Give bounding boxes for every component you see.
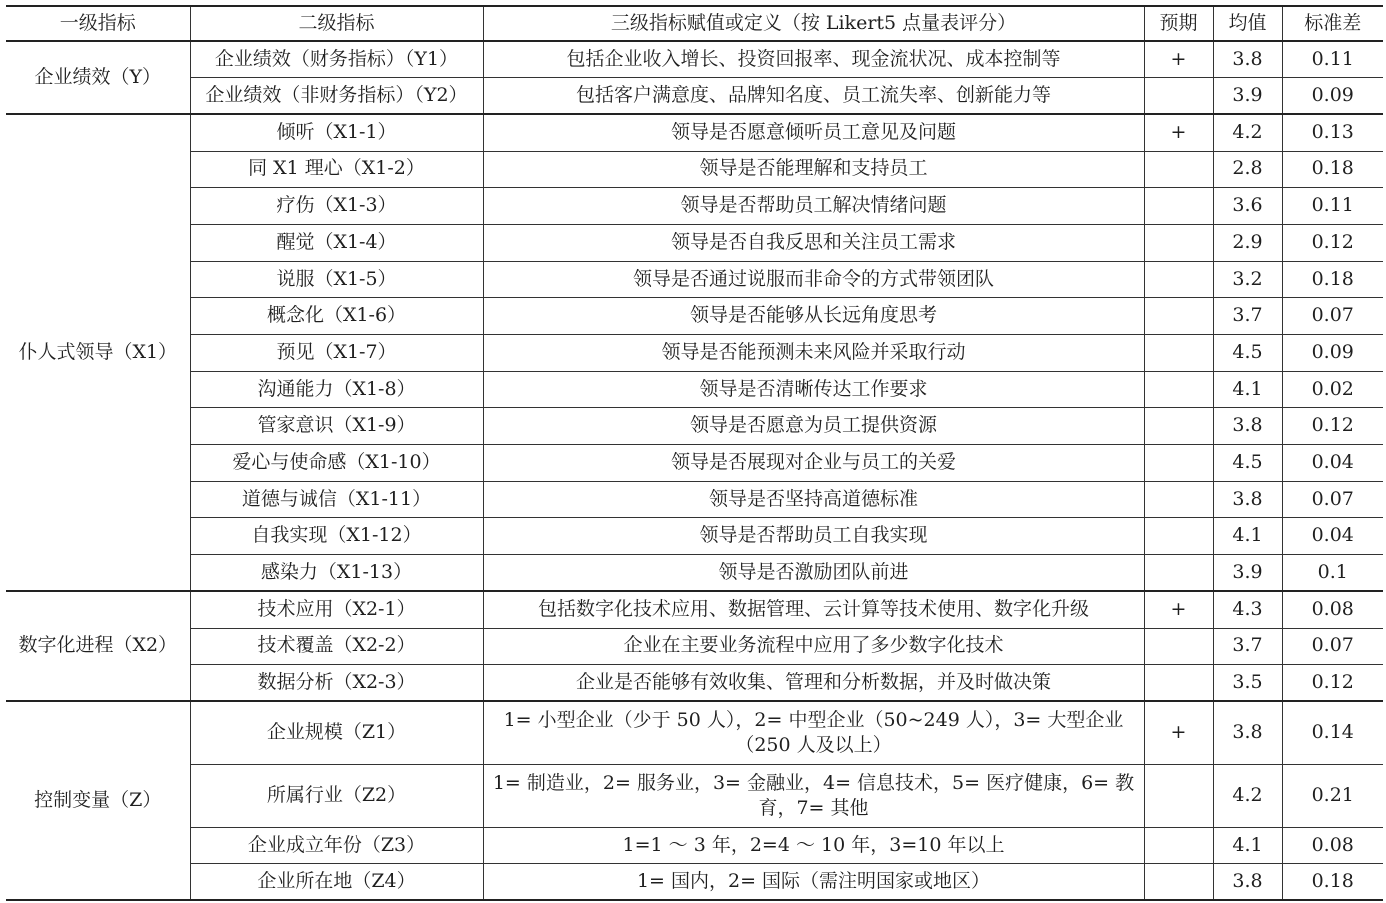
expect-cell: +: [1144, 41, 1213, 78]
table-row: [6, 827, 1383, 864]
header-mean: 均值: [1213, 6, 1282, 41]
table-row: [6, 628, 1383, 665]
expect-cell: [1144, 78, 1213, 115]
sd-cell: 0.07: [1282, 481, 1383, 518]
mean-cell: 3.7: [1213, 628, 1282, 665]
table-row: [6, 701, 1383, 764]
mean-cell: 2.9: [1213, 224, 1282, 261]
definition-cell: 领导是否能够从长远角度思考: [483, 298, 1144, 335]
group-label: 控制变量（Z）: [6, 701, 190, 900]
sd-cell: 0.13: [1282, 114, 1383, 151]
mean-cell: 4.3: [1213, 591, 1282, 628]
indicator-cell: 概念化（X1-6）: [190, 298, 483, 335]
definition-cell: 1= 小型企业（少于 50 人），2= 中型企业（50~249 人），3= 大型企业（250 人及以上）: [483, 701, 1144, 764]
indicator-table: [6, 5, 1383, 901]
expect-cell: [1144, 481, 1213, 518]
definition-cell: 企业在主要业务流程中应用了多少数字化技术: [483, 628, 1144, 665]
mean-cell: 4.1: [1213, 827, 1282, 864]
mean-cell: 3.7: [1213, 298, 1282, 335]
table-row: [6, 41, 1383, 78]
group-label: 仆人式领导（X1）: [6, 114, 190, 591]
table-row: [6, 445, 1383, 482]
table-row: [6, 764, 1383, 827]
indicator-cell: 管家意识（X1-9）: [190, 408, 483, 445]
definition-cell: 领导是否愿意为员工提供资源: [483, 408, 1144, 445]
sd-cell: 0.14: [1282, 701, 1383, 764]
sd-cell: 0.04: [1282, 445, 1383, 482]
indicator-cell: 说服（X1-5）: [190, 261, 483, 298]
definition-cell: 领导是否能理解和支持员工: [483, 151, 1144, 188]
sd-cell: 0.08: [1282, 827, 1383, 864]
expect-cell: +: [1144, 701, 1213, 764]
table-row: [6, 151, 1383, 188]
header-level2: 二级指标: [190, 6, 483, 41]
indicator-cell: 疗伤（X1-3）: [190, 188, 483, 225]
indicator-cell: 企业规模（Z1）: [190, 701, 483, 764]
definition-cell: 1= 国内，2= 国际（需注明国家或地区）: [483, 864, 1144, 901]
table-row: [6, 114, 1383, 151]
expect-cell: [1144, 151, 1213, 188]
sd-cell: 0.09: [1282, 335, 1383, 372]
table-row: [6, 261, 1383, 298]
sd-cell: 0.02: [1282, 371, 1383, 408]
definition-cell: 领导是否展现对企业与员工的关爱: [483, 445, 1144, 482]
table-row: [6, 371, 1383, 408]
expect-cell: +: [1144, 591, 1213, 628]
sd-cell: 0.11: [1282, 41, 1383, 78]
mean-cell: 3.8: [1213, 481, 1282, 518]
indicator-cell: 爱心与使命感（X1-10）: [190, 445, 483, 482]
indicator-cell: 醒觉（X1-4）: [190, 224, 483, 261]
table-row: [6, 188, 1383, 225]
sd-cell: 0.12: [1282, 224, 1383, 261]
header-expect: 预期: [1144, 6, 1213, 41]
table-row: [6, 298, 1383, 335]
mean-cell: 3.8: [1213, 701, 1282, 764]
sd-cell: 0.18: [1282, 151, 1383, 188]
expect-cell: [1144, 298, 1213, 335]
definition-cell: 包括客户满意度、品牌知名度、员工流失率、创新能力等: [483, 78, 1144, 115]
expect-cell: [1144, 665, 1213, 702]
definition-cell: 领导是否通过说服而非命令的方式带领团队: [483, 261, 1144, 298]
mean-cell: 2.8: [1213, 151, 1282, 188]
expect-cell: [1144, 518, 1213, 555]
mean-cell: 4.2: [1213, 114, 1282, 151]
mean-cell: 3.8: [1213, 408, 1282, 445]
sd-cell: 0.11: [1282, 188, 1383, 225]
definition-cell: 领导是否自我反思和关注员工需求: [483, 224, 1144, 261]
expect-cell: [1144, 371, 1213, 408]
definition-cell: 包括数字化技术应用、数据管理、云计算等技术使用、数字化升级: [483, 591, 1144, 628]
sd-cell: 0.12: [1282, 665, 1383, 702]
header-level3: 三级指标赋值或定义（按 Likert5 点量表评分）: [483, 6, 1144, 41]
expect-cell: [1144, 628, 1213, 665]
sd-cell: 0.12: [1282, 408, 1383, 445]
sd-cell: 0.18: [1282, 864, 1383, 901]
indicator-cell: 数据分析（X2-3）: [190, 665, 483, 702]
table-row: [6, 591, 1383, 628]
definition-cell: 企业是否能够有效收集、管理和分析数据，并及时做决策: [483, 665, 1144, 702]
definition-cell: 1= 制造业，2= 服务业，3= 金融业，4= 信息技术，5= 医疗健康，6= 教育，7= 其他: [483, 764, 1144, 827]
sd-cell: 0.08: [1282, 591, 1383, 628]
definition-cell: 包括企业收入增长、投资回报率、现金流状况、成本控制等: [483, 41, 1144, 78]
table-row: [6, 78, 1383, 115]
definition-cell: 领导是否激励团队前进: [483, 555, 1144, 592]
indicator-cell: 自我实现（X1-12）: [190, 518, 483, 555]
mean-cell: 3.8: [1213, 41, 1282, 78]
header-row: [6, 6, 1383, 41]
table-row: [6, 481, 1383, 518]
expect-cell: [1144, 224, 1213, 261]
header-sd: 标准差: [1282, 6, 1383, 41]
mean-cell: 4.1: [1213, 518, 1282, 555]
indicator-cell: 沟通能力（X1-8）: [190, 371, 483, 408]
header-level1: 一级指标: [6, 6, 190, 41]
definition-cell: 领导是否帮助员工自我实现: [483, 518, 1144, 555]
sd-cell: 0.04: [1282, 518, 1383, 555]
indicator-cell: 倾听（X1-1）: [190, 114, 483, 151]
mean-cell: 3.8: [1213, 864, 1282, 901]
definition-cell: 领导是否帮助员工解决情绪问题: [483, 188, 1144, 225]
indicator-cell: 技术应用（X2-1）: [190, 591, 483, 628]
indicator-cell: 所属行业（Z2）: [190, 764, 483, 827]
mean-cell: 3.9: [1213, 555, 1282, 592]
expect-cell: [1144, 408, 1213, 445]
indicator-cell: 企业绩效（非财务指标）（Y2）: [190, 78, 483, 115]
expect-cell: +: [1144, 114, 1213, 151]
indicator-cell: 企业所在地（Z4）: [190, 864, 483, 901]
indicator-cell: 感染力（X1-13）: [190, 555, 483, 592]
expect-cell: [1144, 764, 1213, 827]
mean-cell: 4.5: [1213, 445, 1282, 482]
indicator-cell: 技术覆盖（X2-2）: [190, 628, 483, 665]
indicator-cell: 道德与诚信（X1-11）: [190, 481, 483, 518]
table-row: [6, 335, 1383, 372]
indicator-cell: 预见（X1-7）: [190, 335, 483, 372]
mean-cell: 4.2: [1213, 764, 1282, 827]
sd-cell: 0.21: [1282, 764, 1383, 827]
mean-cell: 4.1: [1213, 371, 1282, 408]
table-row: [6, 518, 1383, 555]
definition-cell: 领导是否能预测未来风险并采取行动: [483, 335, 1144, 372]
expect-cell: [1144, 188, 1213, 225]
expect-cell: [1144, 261, 1213, 298]
mean-cell: 3.2: [1213, 261, 1282, 298]
definition-cell: 1=1 ～ 3 年，2=4 ～ 10 年，3=10 年以上: [483, 827, 1144, 864]
definition-cell: 领导是否清晰传达工作要求: [483, 371, 1144, 408]
indicator-cell: 同 X1 理心（X1-2）: [190, 151, 483, 188]
table-row: [6, 408, 1383, 445]
mean-cell: 3.5: [1213, 665, 1282, 702]
sd-cell: 0.1: [1282, 555, 1383, 592]
sd-cell: 0.18: [1282, 261, 1383, 298]
mean-cell: 4.5: [1213, 335, 1282, 372]
group-label: 数字化进程（X2）: [6, 591, 190, 701]
indicator-cell: 企业绩效（财务指标）（Y1）: [190, 41, 483, 78]
definition-cell: 领导是否坚持高道德标准: [483, 481, 1144, 518]
sd-cell: 0.07: [1282, 298, 1383, 335]
expect-cell: [1144, 864, 1213, 901]
mean-cell: 3.9: [1213, 78, 1282, 115]
group-label: 企业绩效（Y）: [6, 41, 190, 114]
indicator-cell: 企业成立年份（Z3）: [190, 827, 483, 864]
expect-cell: [1144, 335, 1213, 372]
table-row: [6, 665, 1383, 702]
sd-cell: 0.09: [1282, 78, 1383, 115]
expect-cell: [1144, 555, 1213, 592]
mean-cell: 3.6: [1213, 188, 1282, 225]
expect-cell: [1144, 827, 1213, 864]
definition-cell: 领导是否愿意倾听员工意见及问题: [483, 114, 1144, 151]
table-row: [6, 224, 1383, 261]
table-row: [6, 555, 1383, 592]
expect-cell: [1144, 445, 1213, 482]
sd-cell: 0.07: [1282, 628, 1383, 665]
table-row: [6, 864, 1383, 901]
